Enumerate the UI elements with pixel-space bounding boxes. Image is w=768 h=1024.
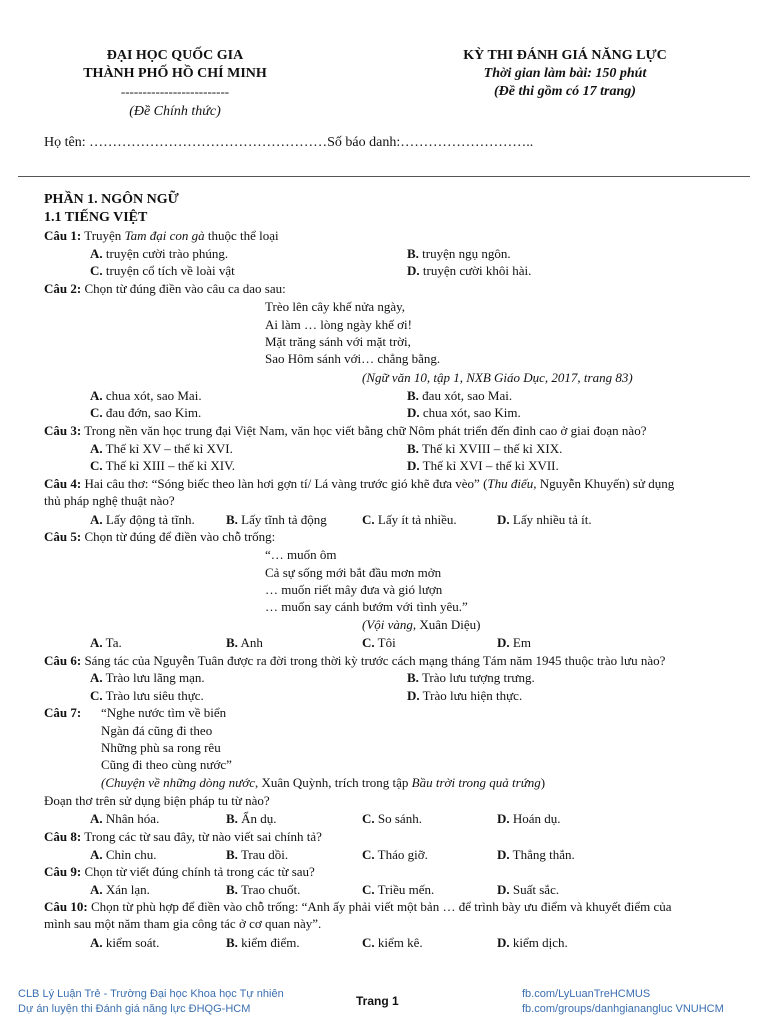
option-text: Tháo giỡ. — [377, 847, 428, 862]
q3-option-c[interactable] — [90, 458, 235, 474]
option-text: Suất sắc. — [512, 882, 560, 897]
option-text: truyện ngụ ngôn. — [422, 246, 511, 261]
option-text: kiểm kê. — [377, 935, 423, 950]
footer-project-name: Dự án luyện thi Đánh giá năng lực ĐHQG-HCM — [18, 1003, 251, 1015]
q6-option-b[interactable] — [407, 670, 535, 686]
question-9 — [44, 864, 315, 880]
option-text: kiểm soát. — [105, 935, 160, 950]
option-text: Trao chuốt. — [240, 882, 301, 897]
header-divider: ------------------------- — [120, 84, 230, 99]
q3-option-b[interactable] — [407, 441, 562, 457]
q8-option-c[interactable] — [362, 847, 428, 863]
question-7-label: Câu 7: — [44, 705, 82, 720]
question-text: Đoạn thơ trên sử dụng biện pháp tu từ nào? — [44, 793, 270, 808]
option-text: truyện cười khôi hài. — [422, 263, 532, 278]
q5-option-d[interactable] — [497, 635, 531, 651]
question-6 — [44, 653, 665, 669]
q4-option-b[interactable] — [226, 512, 327, 528]
option-text: Thẳng thắn. — [512, 847, 575, 862]
option-text: Lấy tĩnh tả động — [241, 512, 327, 527]
question-label: Câu 5: — [44, 529, 82, 544]
question-label: Câu 1: — [44, 228, 82, 243]
option-letter: D. — [407, 405, 420, 420]
footer-fb-group-link[interactable]: fb.com/groups/danhgianangluc VNUHCM — [522, 1003, 724, 1015]
option-text: Xán lạn. — [105, 882, 150, 897]
question-10 — [44, 899, 672, 915]
poem-line: Ai làm … lòng ngày khế ơi! — [265, 317, 412, 332]
option-letter: A. — [90, 811, 103, 826]
q5-option-b[interactable] — [226, 635, 263, 651]
q10-option-b[interactable] — [226, 935, 300, 951]
option-text: Lấy nhiều tả ít. — [512, 512, 592, 527]
exam-time: Thời gian làm bài: 150 phút — [483, 66, 647, 81]
option-letter: C. — [362, 635, 375, 650]
option-text: truyện cổ tích về loài vật — [105, 263, 235, 278]
city-name: THÀNH PHỐ HỒ CHÍ MINH — [83, 66, 267, 81]
exam-page-count: (Đề thi gồm có 17 trang) — [494, 84, 636, 99]
q1-option-a[interactable] — [90, 246, 228, 262]
student-info-line — [44, 135, 533, 151]
q2-option-b[interactable] — [407, 388, 512, 404]
q2-option-a[interactable] — [90, 388, 202, 404]
question-text-cont: thủ pháp nghệ thuật nào? — [44, 493, 175, 508]
option-text: Hoán dụ. — [512, 811, 561, 826]
source-text: , Xuân Quỳnh, trích trong tập — [254, 775, 412, 790]
option-text: truyện cười trào phúng. — [105, 246, 229, 261]
option-letter: A. — [90, 441, 103, 456]
q7-option-d[interactable] — [497, 811, 561, 827]
name-field: …………………………………………… — [89, 135, 328, 150]
q5-option-a[interactable] — [90, 635, 122, 651]
option-letter: B. — [226, 882, 238, 897]
footer-fb-page-link[interactable]: fb.com/LyLuanTreHCMUS — [522, 988, 651, 1000]
q7-option-c[interactable] — [362, 811, 422, 827]
question-label: Câu 10: — [44, 899, 88, 914]
work-title: (Vội vàng — [362, 617, 413, 632]
part-heading: PHẦN 1. NGÔN NGỮ — [44, 192, 179, 207]
option-letter: C. — [362, 512, 375, 527]
option-text: Trào lưu siêu thực. — [105, 688, 204, 703]
poem-line: Những phù sa rong rêu — [101, 740, 221, 755]
q2-option-c[interactable] — [90, 405, 201, 421]
option-letter: D. — [407, 688, 420, 703]
question-text-cont: mình sau một năm tham gia công tác ở cơ quan này”. — [44, 916, 322, 931]
option-letter: D. — [497, 882, 510, 897]
option-text: Ẩn dụ. — [241, 811, 277, 826]
q9-option-a[interactable] — [90, 882, 150, 898]
q6-option-c[interactable] — [90, 688, 204, 704]
option-text: Em — [512, 635, 531, 650]
poem-line: … muốn say cánh bướm với tình yêu.” — [265, 599, 468, 614]
option-letter: B. — [226, 811, 238, 826]
option-letter: A. — [90, 847, 103, 862]
option-letter: D. — [497, 512, 510, 527]
q3-option-a[interactable] — [90, 441, 233, 457]
option-letter: D. — [407, 458, 420, 473]
q10-option-c[interactable] — [362, 935, 423, 951]
q8-option-a[interactable] — [90, 847, 156, 863]
question-label: Câu 6: — [44, 653, 82, 668]
q4-option-a[interactable] — [90, 512, 195, 528]
option-text: đau đớn, sao Kim. — [105, 405, 202, 420]
option-letter: D. — [497, 635, 510, 650]
option-letter: A. — [90, 635, 103, 650]
option-letter: A. — [90, 670, 103, 685]
q9-option-d[interactable] — [497, 882, 559, 898]
work-title: Thu điếu — [487, 476, 534, 491]
poem-line: Cũng đi theo cùng nước” — [101, 757, 232, 772]
question-1 — [44, 228, 279, 244]
question-text: Trong các từ sau đây, từ nào viết sai chính tả? — [84, 829, 322, 844]
option-text: Triều mến. — [377, 882, 435, 897]
q7-option-a[interactable] — [90, 811, 159, 827]
option-text: Thế kỉ XIII – thế kỉ XIV. — [105, 458, 236, 473]
option-letter: C. — [362, 882, 375, 897]
question-text: , Nguyễn Khuyến) sử dụng — [533, 476, 675, 491]
q1-option-c[interactable] — [90, 263, 235, 279]
page-number: Trang 1 — [356, 994, 399, 1008]
q1-option-b[interactable] — [407, 246, 511, 262]
option-letter: B. — [226, 512, 238, 527]
question-label: Câu 8: — [44, 829, 82, 844]
q4-option-c[interactable] — [362, 512, 457, 528]
source-text: ) — [540, 775, 546, 790]
option-text: Lấy ít tả nhiều. — [377, 512, 457, 527]
option-letter: B. — [226, 635, 238, 650]
poem-source — [362, 617, 480, 633]
question-text: Chọn từ đúng để điền vào chỗ trống: — [84, 529, 276, 544]
option-text: Trào lưu hiện thực. — [422, 688, 523, 703]
poem-line: Sao Hôm sánh với… chẳng bằng. — [265, 351, 441, 366]
footer-club-name: CLB Lý Luận Trẻ - Trường Đại học Khoa học Tự nhiên — [18, 988, 284, 1000]
question-2 — [44, 281, 286, 297]
option-text: Trào lưu tượng trưng. — [421, 670, 535, 685]
option-text: đau xót, sao Mai. — [422, 388, 513, 403]
option-text: Nhân hóa. — [105, 811, 160, 826]
q8-option-b[interactable] — [226, 847, 288, 863]
option-text: kiểm điểm. — [241, 935, 300, 950]
option-letter: B. — [407, 670, 419, 685]
option-letter: D. — [497, 935, 510, 950]
official-label: (Đề Chính thức) — [129, 104, 221, 119]
question-4 — [44, 476, 674, 492]
question-3 — [44, 423, 646, 439]
option-letter: C. — [90, 405, 103, 420]
exam-title: KỲ THI ĐÁNH GIÁ NĂNG LỰC — [463, 48, 667, 63]
subsection-heading: 1.1 TIẾNG VIỆT — [44, 210, 148, 225]
name-label: Họ tên: — [44, 135, 86, 150]
poem-source — [101, 775, 545, 791]
separator-line — [18, 176, 750, 177]
option-letter: A. — [90, 388, 103, 403]
poem-line: Mặt trăng sánh với mặt trời, — [265, 334, 411, 349]
collection-title: Bầu trời trong quả trứng — [411, 775, 541, 790]
option-letter: B. — [407, 246, 419, 261]
question-text: Sáng tác của Nguyễn Tuân được ra đời trong thời kỳ trước cách mạng tháng Tám năm 1945 thuộc trào lưu nào? — [84, 653, 666, 668]
q6-option-d[interactable] — [407, 688, 522, 704]
option-text: kiểm dịch. — [512, 935, 568, 950]
option-letter: B. — [226, 935, 238, 950]
option-letter: D. — [497, 811, 510, 826]
q10-option-d[interactable] — [497, 935, 568, 951]
question-text: Chọn từ phù hợp để điền vào chỗ trống: “Anh ấy phải viết một bản … để trình bày ưu điểm và khuyết điểm của — [90, 899, 672, 914]
option-text: Lấy động tả tĩnh. — [105, 512, 195, 527]
option-text: chua xót, sao Mai. — [105, 388, 202, 403]
q2-option-d[interactable] — [407, 405, 521, 421]
university-name: ĐẠI HỌC QUỐC GIA — [106, 48, 244, 63]
option-text: Tôi — [377, 635, 396, 650]
option-text: Ta. — [105, 635, 122, 650]
option-letter: C. — [90, 458, 103, 473]
option-text: Thế kỉ XV – thế kỉ XVI. — [105, 441, 233, 456]
option-letter: C. — [362, 935, 375, 950]
q7-option-b[interactable] — [226, 811, 277, 827]
question-label: Câu 9: — [44, 864, 82, 879]
option-letter: C. — [362, 847, 375, 862]
q1-option-d[interactable] — [407, 263, 531, 279]
option-letter: C. — [362, 811, 375, 826]
option-letter: B. — [407, 441, 419, 456]
option-text: Thế kỉ XVIII – thế kỉ XIX. — [421, 441, 563, 456]
question-text: Truyện — [84, 228, 125, 243]
q3-option-d[interactable] — [407, 458, 559, 474]
question-label: Câu 3: — [44, 423, 82, 438]
question-text: Chọn từ viết đúng chính tả trong các từ sau? — [84, 864, 315, 879]
option-text: Thế kỉ XVI – thế kỉ XVII. — [422, 458, 559, 473]
question-5 — [44, 529, 275, 545]
option-letter: B. — [407, 388, 419, 403]
poem-line: “Nghe nước tìm về biển — [101, 705, 227, 720]
question-label: Câu 2: — [44, 281, 82, 296]
q6-option-a[interactable] — [90, 670, 205, 686]
question-text: thuộc thể loại — [204, 228, 279, 243]
poem-line: Ngàn đá cũng đi theo — [101, 723, 213, 738]
sbd-label: Số báo danh: — [327, 135, 401, 150]
question-text: Chọn từ đúng điền vào câu ca dao sau: — [84, 281, 286, 296]
poem-line: Cả sự sống mới bắt đầu mơn mởn — [265, 565, 442, 580]
question-label: Câu 4: — [44, 476, 82, 491]
option-letter: C. — [90, 688, 103, 703]
option-text: Anh — [240, 635, 263, 650]
q4-option-d[interactable] — [497, 512, 592, 528]
option-text: So sánh. — [377, 811, 422, 826]
option-letter: A. — [90, 246, 103, 261]
option-letter: A. — [90, 935, 103, 950]
q5-option-c[interactable] — [362, 635, 396, 651]
option-letter: A. — [90, 512, 103, 527]
question-text: Hai câu thơ: “Sóng biếc theo làn hơi gợn tí/ Lá vàng trước gió khẽ đưa vèo” ( — [84, 476, 488, 491]
option-letter: D. — [407, 263, 420, 278]
option-text: Chỉn chu. — [105, 847, 157, 862]
author: , Xuân Diệu) — [412, 617, 481, 632]
q9-option-b[interactable] — [226, 882, 300, 898]
option-text: Trau dồi. — [240, 847, 289, 862]
option-letter: D. — [497, 847, 510, 862]
q9-option-c[interactable] — [362, 882, 434, 898]
poem-line: Trèo lên cây khế nửa ngày, — [265, 299, 406, 314]
q10-option-a[interactable] — [90, 935, 159, 951]
option-letter: B. — [226, 847, 238, 862]
option-text: Trào lưu lãng mạn. — [105, 670, 205, 685]
option-text: chua xót, sao Kim. — [422, 405, 521, 420]
work-title: Tam đại con gà — [124, 228, 205, 243]
option-letter: A. — [90, 882, 103, 897]
poem-line: … muốn riết mây đưa và gió lượn — [265, 582, 443, 597]
poem-line: “… muốn ôm — [265, 547, 337, 562]
option-letter: C. — [90, 263, 103, 278]
question-text: Trong nền văn học trung đại Việt Nam, văn học viết bằng chữ Nôm phát triển đến đỉnh cao ở giai đoạn nào? — [84, 423, 647, 438]
question-8 — [44, 829, 322, 845]
poem-source: (Ngữ văn 10, tập 1, NXB Giáo Dục, 2017, trang 83) — [362, 370, 633, 385]
sbd-field: ……………………….. — [400, 135, 534, 150]
work-title: (Chuyện về những dòng nước — [101, 775, 255, 790]
q8-option-d[interactable] — [497, 847, 575, 863]
